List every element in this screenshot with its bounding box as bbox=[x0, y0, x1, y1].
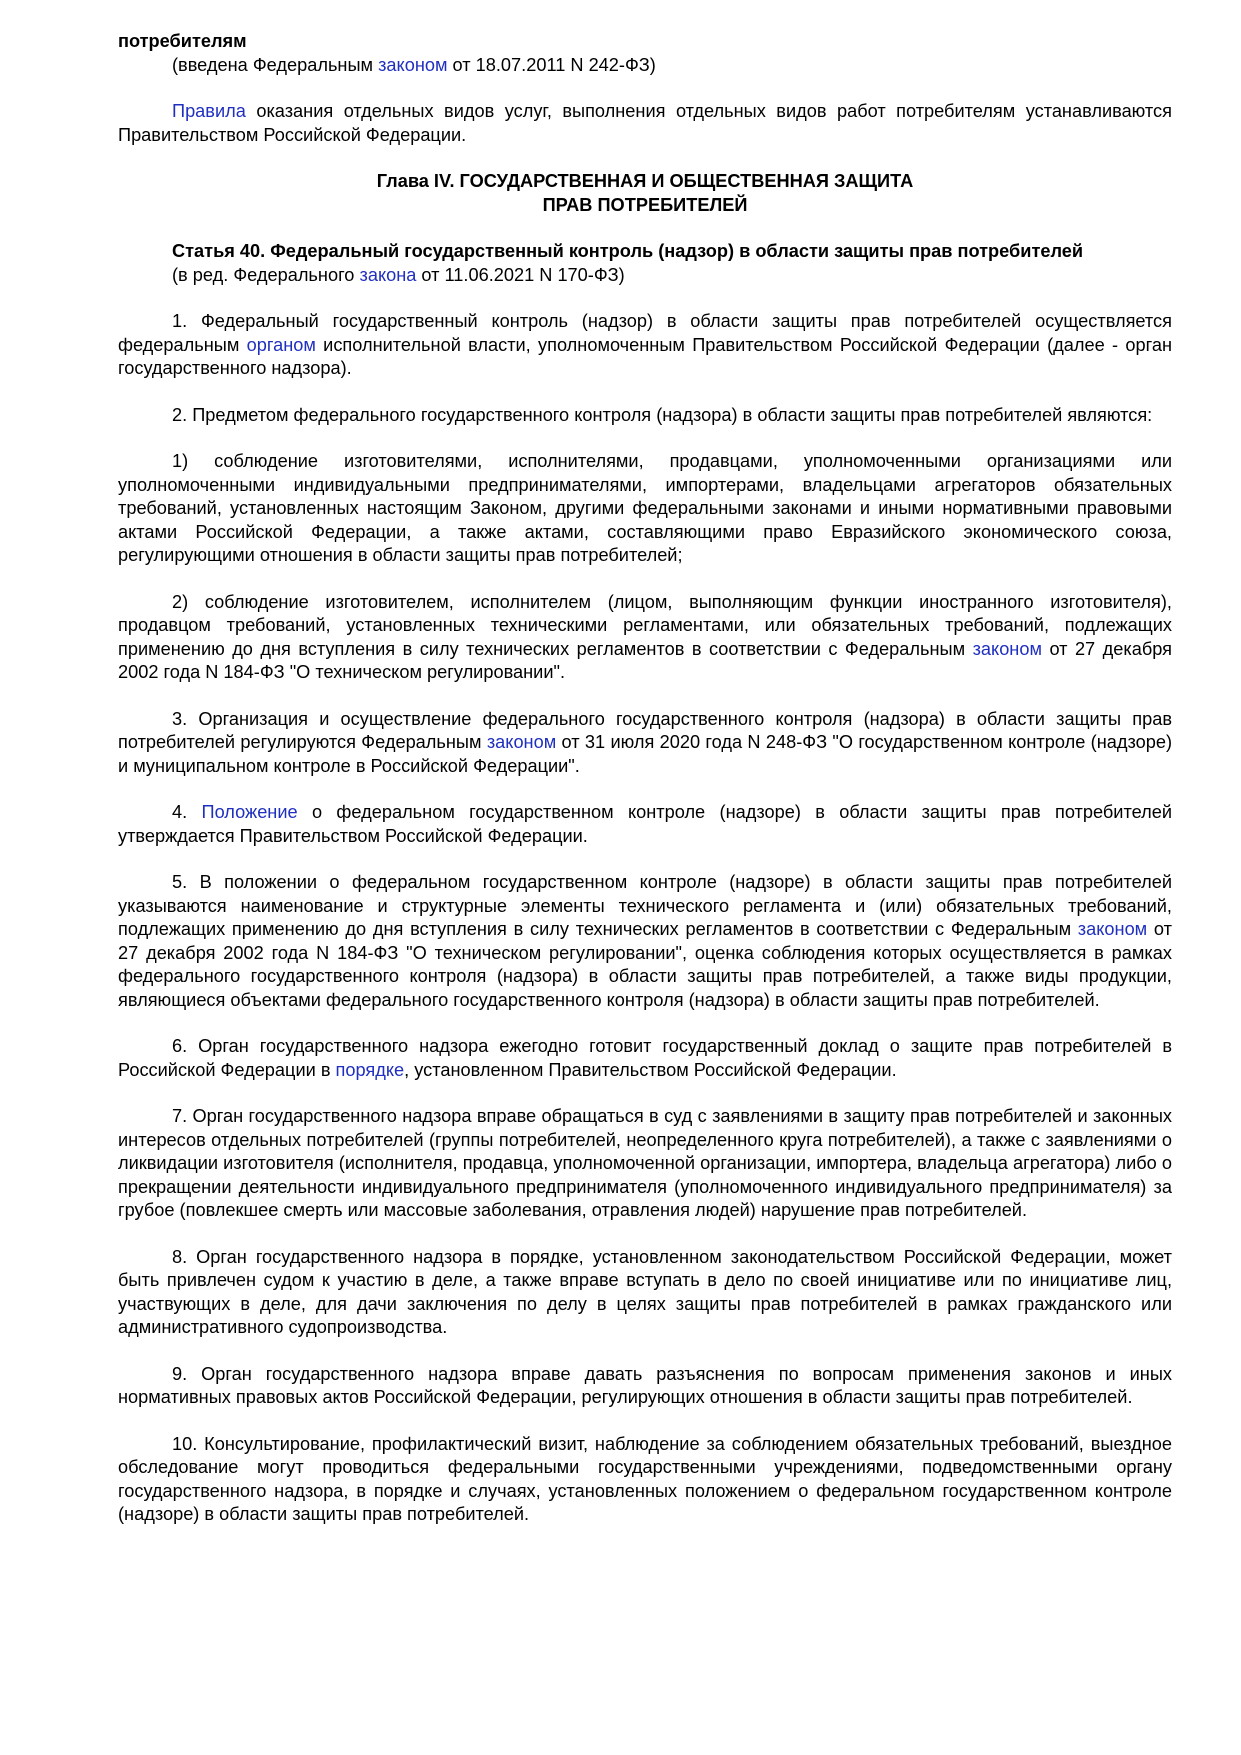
paragraph-4: 4. Положение о федеральном государственном контроле (надзоре) в области защиты прав потребителей утверждается Правительством Российской Федерации. bbox=[118, 802, 1172, 846]
article-amendment-note: (в ред. Федерального закона от 11.06.2021 N 170-ФЗ) bbox=[172, 264, 625, 285]
law-link[interactable]: законом bbox=[378, 54, 448, 75]
law-link[interactable]: законом bbox=[972, 638, 1042, 659]
article-title: Статья 40. Федеральный государственный контроль (надзор) в области защиты прав потребителей bbox=[172, 241, 1084, 261]
paragraph-8: 8. Орган государственного надзора в порядке, установленном законодательством Российской Федерации, может быть привлечен судом к участию в деле, а также вправе вступать в дело по своей инициативе или по инициативе лиц, участвующих в деле, для дачи заключения по делу в целях защиты прав потребителей в рамках гражданского или административного судопроизводства. bbox=[118, 1246, 1172, 1337]
procedure-link[interactable]: порядке bbox=[335, 1059, 405, 1080]
amendment-note: (введена Федеральным законом от 18.07.2011 N 242-ФЗ) bbox=[172, 54, 656, 75]
paragraph-2-item-1: 1) соблюдение изготовителями, исполнителями, продавцами, уполномоченными организациями или уполномоченными индивидуальными предпринимателями, импортерами, владельцами агрегаторов обязательных требований, установленных настоящим Законом, другими федеральными законами и иными нормативными правовыми актами Российской Федерации, а также актами, составляющими право Евразийского экономического союза, регулирующими отношения в области защиты прав потребителей; bbox=[118, 451, 1172, 565]
chapter-title-line-1: Глава IV. ГОСУДАРСТВЕННАЯ И ОБЩЕСТВЕННАЯ ЗАЩИТА bbox=[376, 171, 914, 191]
law-link[interactable]: законом bbox=[486, 732, 557, 752]
paragraph-10: 10. Консультирование, профилактический визит, наблюдение за соблюдением обязательных требований, выездное обследование могут проводиться федеральными государственными учреждениями, подведомственными органу государственного надзора, в порядке и случаях, установленных положением о федеральном государственном контроле (надзоре) в области защиты прав потребителей. bbox=[118, 1433, 1172, 1524]
law-link[interactable]: закона bbox=[359, 264, 417, 285]
paragraph-2-item-2: 2) соблюдение изготовителем, исполнителем (лицом, выполняющим функции иностранного изготовителя), продавцом требований, установленных техническими регламентами, или обязательных требований, подлежащих применению до дня вступления в силу технических регламентов в соответствии с Федеральным законом от 27 декабря 2002 года N 184-ФЗ "О техническом регулировании". bbox=[118, 591, 1172, 682]
rules-link[interactable]: Правила bbox=[172, 101, 246, 121]
rules-paragraph: Правила оказания отдельных видов услуг, выполнения отдельных видов работ потребителям устанавливаются Правительством Российской Федерации. bbox=[118, 101, 1172, 145]
paragraph-9: 9. Орган государственного надзора вправе давать разъяснения по вопросам применения законов и иных нормативных правовых актов Российской Федерации, регулирующих отношения в области защиты прав потребителей. bbox=[118, 1363, 1172, 1407]
authority-link[interactable]: органом bbox=[246, 334, 316, 355]
law-link[interactable]: законом bbox=[1077, 919, 1148, 939]
paragraph-2: 2. Предметом федерального государственного контроля (надзора) в области защиты прав потребителей являются: bbox=[172, 404, 1153, 425]
regulation-link[interactable]: Положение bbox=[201, 802, 298, 822]
paragraph-3: 3. Организация и осуществление федерального государственного контроля (надзора) в области защиты прав потребителей регулируются Федеральным законом от 31 июля 2020 года N 248-ФЗ "О государственном контроле (надзоре) и муниципальном контроле в Российской Федерации". bbox=[118, 708, 1173, 776]
paragraph-1: 1. Федеральный государственный контроль (надзор) в области защиты прав потребителей осуществляется федеральным органом исполнительной власти, уполномоченным Правительством Российской Федерации (далее - орган государственного надзора). bbox=[118, 311, 1172, 378]
paragraph-7: 7. Орган государственного надзора вправе обращаться в суд с заявлениями в защиту прав потребителей и законных интересов отдельных потребителей (группы потребителей, неопределенного круга потребителей), а также с заявлениями о ликвидации изготовителя (исполнителя, продавца, уполномоченной организации, импортера, владельца агрегатора) либо о прекращении деятельности индивидуального предпринимателя (уполномоченного индивидуального предпринимателя) за грубое (повлекшее смерть или массовые заболевания, отравления людей) нарушение прав потребителей. bbox=[118, 1106, 1172, 1220]
section-heading-tail: потребителям bbox=[118, 31, 247, 51]
paragraph-6: 6. Орган государственного надзора ежегодно готовит государственный доклад о защите прав потребителей в Российской Федерации в порядке, установленном Правительством Российской Федерации. bbox=[118, 1036, 1172, 1080]
document-page bbox=[118, 30, 1172, 1550]
chapter-title bbox=[118, 170, 1172, 217]
chapter-title-line-2: ПРАВ ПОТРЕБИТЕЛЕЙ bbox=[542, 194, 748, 215]
paragraph-5: 5. В положении о федеральном государственном контроле (надзоре) в области защиты прав потребителей указываются наименование и структурные элементы технического регламента и (или) обязательных требований, подлежащих применению до дня вступления в силу технических регламентов в соответствии с Федеральным законом от 27 декабря 2002 года N 184-ФЗ "О техническом регулировании", оценка соблюдения которых осуществляется в рамках федерального государственного контроля (надзора) в области защиты прав потребителей, а также виды продукции, являющиеся объектами федерального государственного контроля (надзора) в области защиты прав потребителей. bbox=[118, 872, 1172, 1010]
